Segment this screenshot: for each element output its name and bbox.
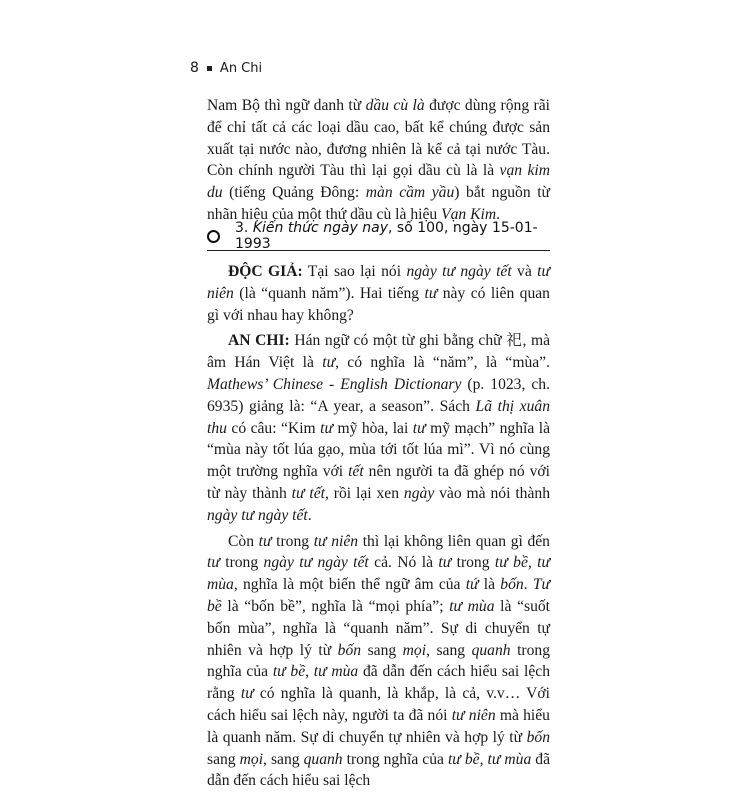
italic-run: mọi	[239, 750, 264, 768]
text-run: trong	[451, 554, 495, 572]
italic-run: tư	[322, 354, 336, 372]
bold-run: AN CHI:	[228, 332, 290, 350]
italic-run: tư bề, tư mùa	[447, 750, 532, 768]
italic-run: tư	[412, 419, 426, 437]
italic-run: Lã thị xuân thu	[207, 397, 550, 437]
italic-run: mọi	[402, 641, 427, 659]
italic-run: tư	[438, 554, 452, 572]
circle-bullet-icon	[207, 230, 220, 243]
section-heading	[207, 220, 550, 252]
text-run: trong	[219, 554, 264, 572]
italic-run: tư	[258, 532, 272, 550]
italic-run: tư	[240, 685, 254, 703]
text-run: Tại sao lại nói	[302, 263, 407, 280]
paragraph-dau-cu-la	[207, 95, 550, 226]
italic-run: tư niên	[313, 532, 359, 550]
italic-run: Kiến thức ngày nay	[252, 220, 389, 236]
text-run: , sang	[263, 750, 304, 768]
text-run: ) bắt nguồn từ nhãn hiệu của một thứ dầu cù là hiệu	[207, 184, 550, 223]
text-run: có câu: “Kim	[226, 419, 321, 437]
paragraph-tu-nien	[207, 531, 550, 792]
italic-run: ngày tư ngày tết	[406, 263, 512, 280]
italic-run: tư bề, tư mùa	[207, 554, 550, 594]
section-divider	[207, 250, 550, 251]
text-run: vào mà nói thành	[434, 484, 550, 502]
italic-run: ngày tư ngày tết	[263, 554, 369, 572]
text-run: được dùng rộng rãi để chỉ tất cả các loại dầu cao, bất kể chúng được sản xuất tại nước nào, đương nhiên là kể cả tại nước Tàu. Còn chính người Tàu thì lại gọi dầu cù là là	[207, 97, 550, 180]
italic-run: quanh	[471, 641, 511, 659]
text-run: , nghĩa là một biến thể ngữ âm của	[233, 576, 466, 594]
text-run: trong nghĩa của	[207, 641, 550, 681]
paragraph-an-chi-answer	[207, 330, 550, 526]
text-run: này có liên quan gì với nhau hay không?	[207, 284, 550, 324]
text-block-intro	[207, 95, 550, 226]
text-run: là “suốt bốn mùa”, nghĩa là “quanh năm”. Sự di chuyển tự nhiên và hợp lý từ	[207, 597, 550, 659]
italic-run: tư	[207, 554, 220, 572]
text-run: mà hiểu là quanh năm. Sự di chuyển tự nhiên và hợp lý từ	[207, 706, 550, 746]
text-run: 3.	[235, 220, 253, 236]
text-run: và	[511, 263, 538, 280]
section-title	[235, 220, 550, 252]
italic-run: bốn	[526, 728, 550, 746]
paragraph-reader-question	[207, 261, 550, 326]
italic-run: quanh	[303, 750, 343, 768]
italic-run: ngày	[403, 484, 435, 502]
text-run: sang	[361, 641, 403, 659]
text-run: là	[478, 576, 501, 594]
text-run: sang	[207, 750, 240, 768]
text-run: Nam Bộ thì ngữ danh từ	[207, 97, 366, 114]
italic-run: màn cầm yầu	[365, 184, 455, 202]
text-run: nên người ta đã ghép nó với từ này thành	[207, 463, 550, 502]
text-run: mỹ mạch” nghĩa là “mùa này tốt lúa gạo, mùa tới tốt lúa mì”. Vì nó cùng một trường nghĩa với	[207, 419, 550, 481]
italic-run: tư	[320, 419, 333, 437]
italic-run: tứ	[465, 576, 479, 594]
italic-run: bốn	[500, 576, 524, 594]
italic-run: tư tết	[291, 484, 325, 502]
text-run: là “bốn bề”, nghĩa là “mọi phía”;	[221, 597, 450, 615]
text-run: Hán ngữ có một từ ghi bằng chữ 祀, mà âm Hán Việt là	[207, 332, 550, 372]
text-run: trong	[271, 532, 314, 550]
text-run: , rồi lại xen	[324, 484, 404, 502]
text-run: đã dẫn đến cách hiểu sai lệch rằng	[207, 663, 550, 703]
running-header	[190, 60, 262, 76]
bold-run: ĐỘC GIẢ:	[228, 263, 303, 280]
italic-run: tư niên	[207, 263, 551, 302]
italic-run: tư	[424, 284, 438, 302]
italic-run: Vạn Kim	[441, 205, 497, 223]
italic-run: dầu cù là	[365, 97, 425, 114]
text-run: thì lại không liên quan gì đến	[358, 532, 550, 550]
text-run: trong nghĩa của	[342, 750, 448, 768]
italic-run: tư mùa	[449, 597, 495, 615]
italic-run: tết	[348, 463, 364, 481]
text-run: (là “quanh năm”). Hai tiếng	[233, 284, 425, 302]
square-bullet-icon	[207, 66, 212, 71]
text-run: Còn	[228, 532, 259, 550]
italic-run: Tư bề	[207, 576, 550, 615]
italic-run: vạn kim du	[207, 162, 550, 202]
italic-run: Mathews’ Chinese - English Dictionary	[207, 375, 462, 393]
text-run: .	[496, 205, 500, 223]
italic-run: bốn	[337, 641, 362, 659]
italic-run: ngày tư ngày tết	[207, 506, 308, 524]
text-run: .	[523, 576, 533, 594]
italic-run: tư niên	[451, 706, 496, 724]
text-run: đã dẫn đến cách hiểu sai lệch	[207, 750, 551, 790]
running-head-author: An Chi	[219, 60, 263, 76]
text-run: mỹ hòa, lai	[332, 419, 413, 437]
text-run: .	[307, 506, 312, 524]
italic-run: tư bề, tư mùa	[272, 663, 359, 681]
text-block-main	[207, 261, 550, 792]
text-run: cả. Nó là	[368, 554, 439, 572]
text-run: (p. 1023, ch. 6935) giảng là: “A year, a season”. Sách	[207, 375, 550, 415]
text-run: , sang	[426, 641, 472, 659]
text-run: , có nghĩa là “năm”, là “mùa”.	[335, 354, 550, 372]
text-run: (tiếng Quảng Đông:	[222, 184, 366, 202]
text-run: có nghĩa là quanh, là khắp, là cả, v.v… Với cách hiểu sai lệch này, người ta đã nói	[207, 685, 551, 724]
text-run: , số 100, ngày 15-01-1993	[235, 220, 538, 252]
page-number: 8	[190, 60, 199, 76]
